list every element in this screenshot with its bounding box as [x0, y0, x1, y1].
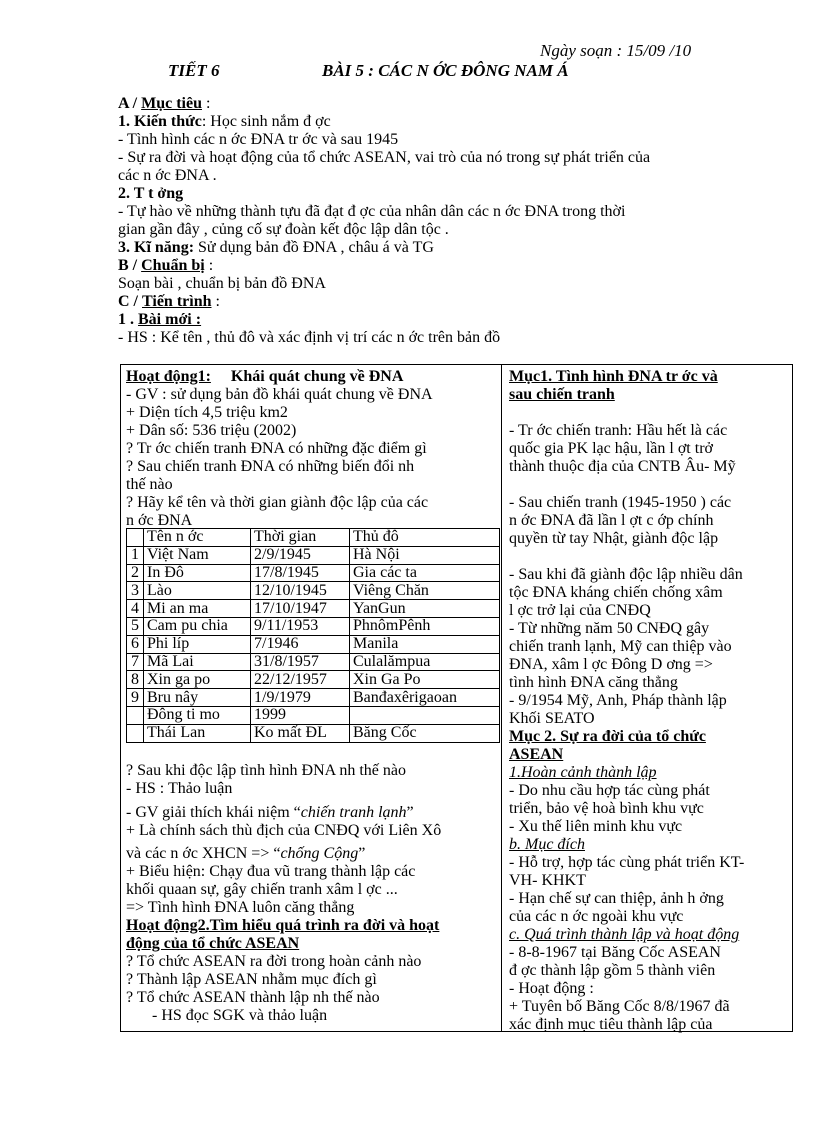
right-line: ĐNA, xâm l ợc Đông D ơng => — [509, 656, 713, 673]
new-lesson-heading: 1 . Bài mới : — [118, 311, 202, 328]
table-row: 8 Xin ga po 22/12/1957 Xin Ga Po — [127, 671, 500, 689]
left-line: n ớc ĐNA — [126, 512, 193, 529]
table-row: 9 Bru nây 1/9/1979 Banđaxêrigaoan — [127, 689, 500, 707]
section-2-heading: ASEAN — [509, 746, 564, 763]
right-line: Khối SEATO — [509, 710, 595, 727]
left-line: + Là chính sách thù địch của CNĐQ với Liên Xô — [126, 822, 442, 839]
right-line: thành thuộc địa của CNTB Âu- Mỹ — [509, 458, 736, 475]
right-line: tộc ĐNA kháng chiến chống xâm — [509, 584, 723, 601]
left-column-lower — [126, 762, 441, 1025]
independence-table — [126, 528, 500, 743]
left-line: thế nào — [126, 476, 173, 493]
table-row: 1 Việt Nam 2/9/1945 Hà Nội — [127, 546, 500, 564]
preparation-heading: B / Chuẩn bị : — [118, 257, 214, 274]
left-line: ? Tổ chức ASEAN ra đời trong hoàn cảnh nào — [126, 953, 422, 970]
right-line: - Hỗ trợ, hợp tác cùng phát triển KT- — [509, 854, 745, 871]
table-header-row — [127, 529, 500, 547]
thought-item: - Tự hào về những thành tựu đã đạt đ ợc của nhân dân các n ớc ĐNA trong thời — [118, 203, 626, 220]
right-line: - Hoạt động : — [509, 980, 594, 997]
table-row: 4 Mi an ma 17/10/1947 YanGun — [127, 600, 500, 618]
right-line: của các n ớc ngoài khu vực — [509, 908, 684, 925]
left-line: khối quaan sự, gây chiến tranh xâm l ợc ... — [126, 881, 398, 898]
right-line: - Xu thế liên minh khu vực — [509, 818, 683, 835]
lesson-number: TIẾT 6 — [168, 61, 220, 80]
table-row: Đông ti mo 1999 — [127, 706, 500, 724]
right-line: + Tuyên bố Băng Cốc 8/8/1967 đã — [509, 998, 730, 1015]
subsection-c-heading: c. Quá trình thành lập và hoạt động — [509, 926, 740, 943]
date-prepared: Ngày soạn : 15/09 /10 — [540, 41, 692, 60]
left-line: - HS đọc SGK và thảo luận — [152, 1007, 328, 1024]
skill-heading: 3. Kĩ năng: Sử dụng bản đồ ĐNA , châu á và TG — [118, 239, 434, 256]
knowledge-item: - Sự ra đời và hoạt động của tổ chức ASEAN, vai trò của nó trong sự phát triển của — [118, 149, 651, 166]
right-line: - 9/1954 Mỹ, Anh, Pháp thành lập — [509, 692, 727, 709]
new-lesson-text: - HS : Kể tên , thủ đô và xác định vị trí các n ớc trên bản đồ — [118, 329, 501, 346]
subsection-b-heading: b. Mục đích — [509, 836, 585, 853]
table-row: 5 Cam pu chia 9/11/1953 PhnômPênh — [127, 617, 500, 635]
section-1-heading: sau chiến tranh — [509, 386, 615, 403]
knowledge-item: - Tình hình các n ớc ĐNA tr ớc và sau 1945 — [118, 131, 399, 148]
right-line: - Sau khi đã giành độc lập nhiều dân — [509, 566, 743, 583]
activity-2-heading: Hoạt động2.Tìm hiểu quá trình ra đời và hoạt — [126, 917, 440, 934]
column-divider — [501, 364, 502, 1032]
header-date: Thời gian — [251, 529, 350, 547]
table-row: 7 Mã Lai 31/8/1957 Culalămpua — [127, 653, 500, 671]
right-line: xác định mục tiêu thành lập của — [509, 1016, 713, 1033]
right-line: - Từ những năm 50 CNĐQ gây — [509, 620, 710, 637]
right-line: triển, bảo vệ hoà bình khu vực — [509, 800, 704, 817]
right-line: quốc gia PK lạc hậu, lần l ợt trở — [509, 440, 713, 457]
left-line: ? Sau khi độc lập tình hình ĐNA nh thế nào — [126, 762, 406, 779]
left-line: - HS : Thảo luận — [126, 780, 233, 797]
left-line: => Tình hình ĐNA luôn căng thẳng — [126, 899, 355, 916]
right-line: quyền từ tay Nhật, giành độc lập — [509, 530, 719, 547]
table-row: 6 Phi líp 7/1946 Manila — [127, 635, 500, 653]
subsection-a-heading: 1.Hoàn cảnh thành lập — [509, 764, 657, 781]
preparation-text: Soạn bài , chuẩn bị bản đồ ĐNA — [118, 275, 326, 292]
table-row: Thái Lan Ko mất ĐL Băng Cốc — [127, 724, 500, 742]
left-line: - GV : sử dụng bản đồ khái quát chung về ĐNA — [126, 386, 433, 403]
right-line: n ớc ĐNA đã lần l ợt c ớp chính — [509, 512, 714, 529]
right-line: chiến tranh lạnh, Mỹ can thiệp vào — [509, 638, 732, 655]
right-line: - Do nhu cầu hợp tác cùng phát — [509, 782, 710, 799]
left-line: - GV giải thích khái niệm “chiến tranh lạnh” — [126, 804, 414, 821]
section-2-heading: Mục 2. Sự ra đời của tổ chức — [509, 728, 706, 745]
right-line: - Tr ớc chiến tranh: Hầu hết là các — [509, 422, 728, 439]
knowledge-item: các n ớc ĐNA . — [118, 167, 217, 184]
table-row: 3 Lào 12/10/1945 Viêng Chăn — [127, 582, 500, 600]
left-line: ? Sau chiến tranh ĐNA có những biến đổi nh — [126, 458, 415, 475]
left-line: + Diện tích 4,5 triệu km2 — [126, 404, 288, 421]
left-column — [126, 368, 433, 530]
section-1-heading: Mục1. Tình hình ĐNA tr ớc và — [509, 368, 718, 385]
right-line: VH- KHKT — [509, 872, 586, 889]
left-line: + Dân số: 536 triệu (2002) — [126, 422, 297, 439]
left-line: và các n ớc XHCN => “chống Cộng” — [126, 845, 366, 862]
right-line: - Hạn chế sự can thiệp, ảnh h ởng — [509, 890, 724, 907]
right-line: - 8-8-1967 tại Băng Cốc ASEAN — [509, 944, 721, 961]
activity-2-heading: động của tổ chức ASEAN — [126, 935, 300, 952]
knowledge-heading: 1. Kiến thức: Học sinh nắm đ ợc — [118, 113, 331, 130]
right-line: tình hình ĐNA căng thẳng — [509, 674, 678, 691]
right-column — [509, 368, 744, 1034]
objectives-heading: A / Mục tiêu : — [118, 95, 211, 112]
table-row: 2 In Đô 17/8/1945 Gia các ta — [127, 564, 500, 582]
thought-heading: 2. T t ởng — [118, 185, 184, 202]
header-capital: Thủ đô — [350, 529, 500, 547]
right-line: l ợc trở lại của CNĐQ — [509, 602, 651, 619]
left-line: ? Tổ chức ASEAN thành lập nh thế nào — [126, 989, 380, 1006]
left-line: ? Hãy kể tên và thời gian giành độc lập của các — [126, 494, 429, 511]
activity-1-heading: Hoạt động1: Khái quát chung về ĐNA — [126, 368, 404, 385]
right-line: - Sau chiến tranh (1945-1950 ) các — [509, 494, 732, 511]
thought-item: gian gần đây , củng cố sự đoàn kết độc lập dân tộc . — [118, 221, 449, 238]
right-line: đ ợc thành lập gồm 5 thành viên — [509, 962, 716, 979]
left-line: + Biểu hiện: Chạy đua vũ trang thành lập các — [126, 863, 416, 880]
header-country: Tên n ớc — [144, 529, 251, 547]
left-line: ? Tr ớc chiến tranh ĐNA có những đặc điểm gì — [126, 440, 427, 457]
process-heading: C / Tiến trình : — [118, 293, 220, 310]
lesson-title: BÀI 5 : CÁC N ỚC ĐÔNG NAM Á — [322, 61, 569, 80]
left-line: ? Thành lập ASEAN nhằm mục đích gì — [126, 971, 377, 988]
